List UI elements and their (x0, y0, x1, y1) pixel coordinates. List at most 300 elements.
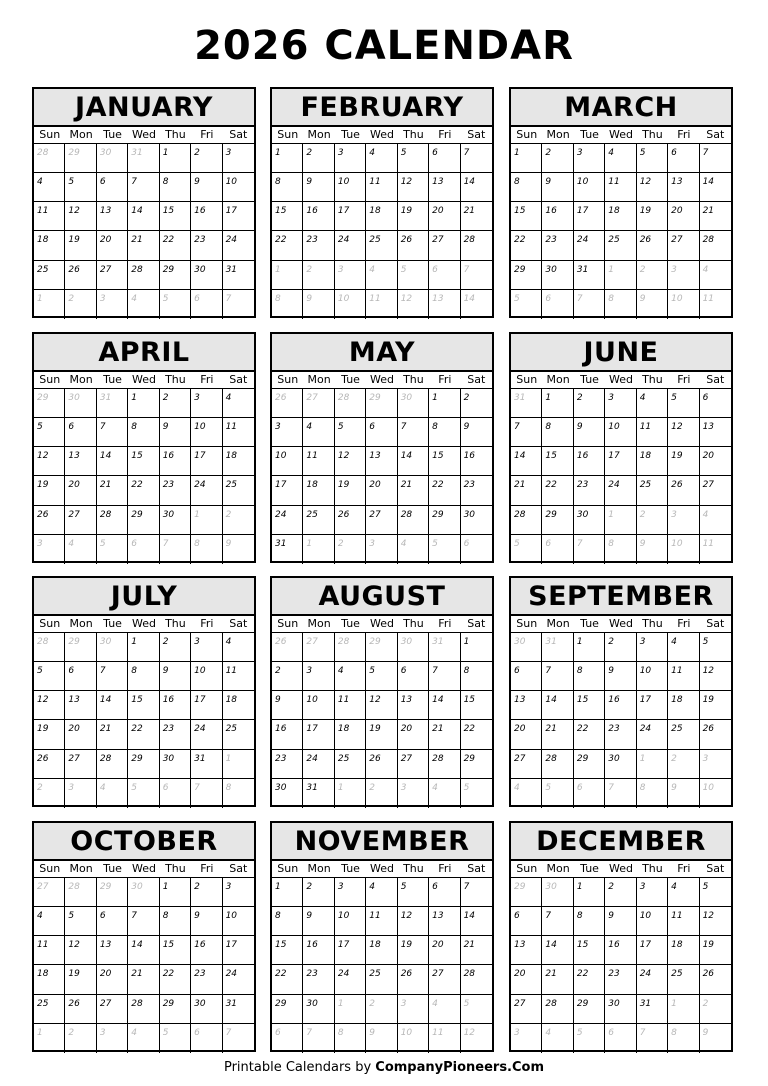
adjacent-day-cell: 29 (65, 633, 96, 662)
day-cell: 11 (335, 691, 366, 720)
weekday-label: Sun (277, 617, 299, 630)
day-cell: 1 (511, 144, 542, 173)
adjacent-day-cell: 4 (65, 535, 96, 564)
weekday-label: Sat (229, 617, 248, 630)
day-cell: 19 (398, 202, 429, 231)
month-october (32, 821, 256, 1052)
weekday-label: Sun (516, 617, 538, 630)
adjacent-day-cell: 8 (605, 535, 636, 564)
day-cell: 31 (637, 995, 668, 1024)
day-cell: 15 (160, 936, 191, 965)
adjacent-day-cell: 30 (128, 878, 159, 907)
day-cell: 28 (398, 506, 429, 535)
adjacent-day-cell: 7 (574, 535, 605, 564)
day-cell: 25 (223, 476, 254, 505)
day-cell: 9 (191, 907, 222, 936)
day-cell: 3 (303, 662, 334, 691)
day-grid (34, 633, 254, 808)
adjacent-day-cell: 7 (303, 1024, 334, 1053)
weekday-label: Fri (677, 373, 691, 386)
day-cell: 21 (128, 231, 159, 260)
day-cell: 13 (398, 691, 429, 720)
adjacent-day-cell: 9 (702, 1027, 709, 1038)
day-cell: 7 (461, 144, 492, 173)
day-cell: 10 (335, 907, 366, 936)
day-cell: 24 (335, 231, 366, 260)
adjacent-day-cell: 5 (461, 995, 492, 1024)
day-cell: 11 (303, 447, 334, 476)
month-title: MARCH (511, 89, 731, 127)
adjacent-day-cell: 28 (335, 389, 366, 418)
weekday-header (511, 127, 731, 144)
day-cell: 9 (605, 907, 636, 936)
weekday-header (511, 616, 731, 633)
day-cell: 8 (574, 662, 605, 691)
day-cell: 25 (637, 476, 668, 505)
day-cell: 23 (605, 720, 636, 749)
day-cell: 22 (128, 720, 159, 749)
day-cell: 8 (160, 173, 191, 202)
adjacent-day-cell: 9 (366, 1024, 397, 1053)
day-cell: 11 (223, 662, 254, 691)
day-cell: 24 (223, 965, 254, 994)
day-cell: 25 (335, 750, 366, 779)
adjacent-day-cell: 9 (668, 779, 699, 808)
day-cell: 24 (272, 506, 303, 535)
day-cell: 16 (191, 202, 222, 231)
day-cell: 14 (128, 202, 159, 231)
day-cell: 22 (160, 231, 191, 260)
adjacent-day-cell: 30 (97, 633, 128, 662)
day-cell: 9 (574, 418, 605, 447)
day-cell: 13 (429, 907, 460, 936)
day-cell: 7 (511, 418, 542, 447)
day-cell: 6 (511, 907, 542, 936)
day-grid (511, 633, 731, 808)
adjacent-day-cell: 8 (225, 782, 232, 793)
adjacent-day-cell: 6 (429, 261, 460, 290)
day-cell: 1 (542, 389, 573, 418)
adjacent-day-cell: 1 (272, 261, 303, 290)
weekday-label: Tue (341, 617, 360, 630)
adjacent-day-cell: 8 (272, 290, 303, 319)
day-cell: 30 (191, 261, 222, 290)
day-cell: 12 (700, 907, 731, 936)
adjacent-day-cell: 5 (160, 290, 191, 319)
weekday-label: Fri (200, 617, 214, 630)
day-cell: 25 (668, 965, 699, 994)
weekday-label: Thu (403, 617, 424, 630)
day-cell: 17 (335, 936, 366, 965)
day-cell: 30 (160, 506, 191, 535)
day-cell: 30 (160, 750, 191, 779)
weekday-label: Tue (341, 862, 360, 875)
day-cell: 20 (429, 202, 460, 231)
day-cell: 14 (97, 447, 128, 476)
adjacent-day-cell: 3 (366, 535, 397, 564)
day-cell: 31 (223, 261, 254, 290)
adjacent-day-cell: 31 (429, 633, 460, 662)
day-cell: 1 (128, 633, 159, 662)
adjacent-day-cell: 9 (637, 535, 668, 564)
day-cell: 28 (700, 231, 731, 260)
day-cell: 16 (191, 936, 222, 965)
day-cell: 4 (303, 418, 334, 447)
day-cell: 13 (97, 202, 128, 231)
day-cell: 11 (34, 936, 65, 965)
weekday-header (272, 372, 492, 389)
day-grid (511, 144, 731, 319)
day-cell: 31 (272, 535, 303, 564)
weekday-label: Thu (165, 862, 186, 875)
day-cell: 15 (429, 447, 460, 476)
day-cell: 19 (637, 202, 668, 231)
weekday-label: Mon (546, 617, 570, 630)
adjacent-day-cell: 7 (225, 1027, 232, 1038)
day-cell: 21 (128, 965, 159, 994)
day-cell: 16 (160, 447, 191, 476)
day-cell: 1 (272, 878, 303, 907)
day-cell: 28 (97, 506, 128, 535)
day-cell: 2 (160, 389, 191, 418)
day-cell: 11 (668, 907, 699, 936)
adjacent-day-cell: 10 (335, 290, 366, 319)
day-cell: 26 (34, 750, 65, 779)
day-cell: 9 (191, 173, 222, 202)
month-august (270, 576, 494, 807)
day-cell: 5 (366, 662, 397, 691)
adjacent-day-cell: 27 (34, 878, 65, 907)
day-cell: 30 (303, 995, 334, 1024)
month-may (270, 332, 494, 563)
weekday-label: Mon (307, 373, 331, 386)
day-cell: 8 (429, 418, 460, 447)
day-cell: 7 (429, 662, 460, 691)
day-cell: 23 (191, 965, 222, 994)
weekday-label: Sat (706, 862, 725, 875)
adjacent-day-cell: 6 (160, 779, 191, 808)
day-cell: 14 (542, 936, 573, 965)
weekday-label: Wed (132, 862, 156, 875)
day-cell: 26 (637, 231, 668, 260)
month-title: JUNE (511, 334, 731, 372)
day-cell: 3 (574, 144, 605, 173)
weekday-label: Sat (467, 373, 486, 386)
weekday-label: Thu (165, 373, 186, 386)
day-cell: 15 (272, 936, 303, 965)
day-cell: 17 (637, 936, 668, 965)
day-cell: 29 (160, 995, 191, 1024)
day-cell: 19 (668, 447, 699, 476)
weekday-label: Fri (677, 862, 691, 875)
day-cell: 27 (366, 506, 397, 535)
adjacent-day-cell: 31 (511, 389, 542, 418)
day-cell: 11 (223, 418, 254, 447)
day-cell: 23 (574, 476, 605, 505)
adjacent-day-cell: 3 (34, 535, 65, 564)
day-cell: 28 (97, 750, 128, 779)
day-cell: 1 (128, 389, 159, 418)
day-cell: 2 (542, 144, 573, 173)
day-cell: 21 (461, 936, 492, 965)
adjacent-day-cell: 14 (463, 293, 476, 304)
adjacent-day-cell: 11 (366, 290, 397, 319)
adjacent-day-cell: 2 (668, 750, 699, 779)
footer-brand-link[interactable]: CompanyPioneers.Com (375, 1060, 545, 1075)
adjacent-day-cell: 26 (272, 389, 303, 418)
day-cell: 20 (668, 202, 699, 231)
weekday-header (511, 861, 731, 878)
day-cell: 24 (303, 750, 334, 779)
weekday-label: Sat (706, 617, 725, 630)
weekday-label: Mon (546, 862, 570, 875)
adjacent-day-cell: 10 (702, 782, 715, 793)
adjacent-day-cell: 29 (65, 144, 96, 173)
month-title: MAY (272, 334, 492, 372)
day-cell: 11 (668, 662, 699, 691)
weekday-label: Sat (229, 373, 248, 386)
day-cell: 9 (160, 418, 191, 447)
adjacent-day-cell: 29 (366, 389, 397, 418)
day-cell: 2 (605, 633, 636, 662)
footer-credit (0, 1059, 768, 1077)
weekday-label: Thu (165, 617, 186, 630)
adjacent-day-cell: 10 (668, 290, 699, 319)
weekday-header (272, 861, 492, 878)
day-cell: 12 (366, 691, 397, 720)
adjacent-day-cell: 3 (668, 261, 699, 290)
day-cell: 26 (335, 506, 366, 535)
month-june (509, 332, 733, 563)
adjacent-day-cell: 3 (700, 750, 731, 779)
day-cell: 22 (574, 965, 605, 994)
day-cell: 27 (97, 261, 128, 290)
adjacent-day-cell: 2 (366, 995, 397, 1024)
day-cell: 12 (668, 418, 699, 447)
day-cell: 15 (574, 936, 605, 965)
adjacent-day-cell: 6 (605, 1024, 636, 1053)
day-cell: 20 (511, 965, 542, 994)
weekday-label: Mon (546, 373, 570, 386)
day-cell: 7 (97, 662, 128, 691)
day-cell: 9 (160, 662, 191, 691)
weekday-label: Mon (69, 373, 93, 386)
adjacent-day-cell: 3 (335, 261, 366, 290)
day-cell: 19 (366, 720, 397, 749)
day-cell: 20 (97, 231, 128, 260)
adjacent-day-cell: 1 (605, 506, 636, 535)
adjacent-day-cell: 7 (191, 779, 222, 808)
weekday-label: Tue (580, 617, 599, 630)
adjacent-day-cell: 26 (272, 633, 303, 662)
day-grid (511, 878, 731, 1053)
day-cell: 12 (65, 202, 96, 231)
weekday-label: Sat (706, 373, 725, 386)
day-cell: 28 (429, 750, 460, 779)
day-cell: 21 (542, 720, 573, 749)
adjacent-day-cell: 7 (160, 535, 191, 564)
day-cell: 17 (191, 691, 222, 720)
day-cell: 14 (511, 447, 542, 476)
day-cell: 14 (97, 691, 128, 720)
weekday-label: Fri (438, 128, 452, 141)
day-cell: 3 (191, 633, 222, 662)
day-cell: 18 (366, 936, 397, 965)
day-cell: 9 (303, 173, 334, 202)
adjacent-day-cell: 5 (542, 779, 573, 808)
day-cell: 5 (398, 878, 429, 907)
adjacent-day-cell: 3 (668, 506, 699, 535)
day-cell: 20 (429, 936, 460, 965)
day-cell: 30 (461, 506, 492, 535)
day-cell: 13 (65, 447, 96, 476)
day-cell: 14 (542, 691, 573, 720)
weekday-label: Sun (39, 862, 61, 875)
adjacent-day-cell: 7 (461, 261, 492, 290)
day-cell: 17 (223, 202, 254, 231)
day-cell: 19 (65, 965, 96, 994)
day-cell: 15 (461, 691, 492, 720)
day-cell: 25 (366, 231, 397, 260)
adjacent-day-cell: 13 (429, 290, 460, 319)
day-cell: 6 (398, 662, 429, 691)
weekday-label: Tue (103, 373, 122, 386)
weekday-label: Wed (370, 617, 394, 630)
day-cell: 24 (191, 720, 222, 749)
day-cell: 16 (605, 936, 636, 965)
day-cell: 6 (429, 144, 460, 173)
day-cell: 4 (668, 878, 699, 907)
day-cell: 8 (272, 907, 303, 936)
weekday-label: Fri (200, 373, 214, 386)
day-cell: 25 (668, 720, 699, 749)
day-cell: 10 (191, 418, 222, 447)
adjacent-day-cell: 7 (225, 293, 232, 304)
day-cell: 24 (637, 720, 668, 749)
day-cell: 18 (34, 965, 65, 994)
day-cell: 7 (461, 878, 492, 907)
adjacent-day-cell: 4 (542, 1024, 573, 1053)
day-cell: 13 (700, 418, 731, 447)
adjacent-day-cell: 28 (65, 878, 96, 907)
day-cell: 1 (272, 144, 303, 173)
adjacent-day-cell: 4 (366, 261, 397, 290)
day-cell: 3 (335, 144, 366, 173)
day-cell: 7 (128, 173, 159, 202)
month-july (32, 576, 256, 807)
day-cell: 2 (191, 878, 222, 907)
adjacent-day-cell: 1 (303, 535, 334, 564)
day-cell: 2 (272, 662, 303, 691)
adjacent-day-cell: 4 (97, 779, 128, 808)
day-cell: 4 (637, 389, 668, 418)
day-cell: 8 (160, 907, 191, 936)
day-cell: 20 (65, 476, 96, 505)
day-cell: 9 (542, 173, 573, 202)
day-cell: 4 (34, 173, 65, 202)
adjacent-day-cell: 6 (574, 779, 605, 808)
day-cell: 15 (272, 202, 303, 231)
month-title: AUGUST (272, 578, 492, 616)
adjacent-day-cell: 29 (97, 878, 128, 907)
day-cell: 27 (97, 995, 128, 1024)
day-cell: 2 (574, 389, 605, 418)
day-cell: 7 (542, 907, 573, 936)
adjacent-day-cell: 3 (511, 1024, 542, 1053)
adjacent-day-cell: 4 (128, 290, 159, 319)
day-cell: 5 (637, 144, 668, 173)
month-april (32, 332, 256, 563)
day-cell: 12 (398, 173, 429, 202)
day-cell: 12 (398, 907, 429, 936)
day-cell: 17 (574, 202, 605, 231)
day-cell: 19 (398, 936, 429, 965)
weekday-label: Sun (277, 373, 299, 386)
adjacent-day-cell: 5 (128, 779, 159, 808)
day-cell: 10 (335, 173, 366, 202)
day-cell: 11 (605, 173, 636, 202)
day-cell: 10 (605, 418, 636, 447)
adjacent-day-cell: 2 (637, 506, 668, 535)
day-cell: 16 (461, 447, 492, 476)
day-cell: 10 (637, 907, 668, 936)
day-cell: 6 (97, 907, 128, 936)
day-cell: 15 (574, 691, 605, 720)
day-cell: 27 (65, 750, 96, 779)
adjacent-day-cell: 6 (542, 290, 573, 319)
month-march (509, 87, 733, 318)
day-cell: 29 (542, 506, 573, 535)
weekday-header (511, 372, 731, 389)
day-cell: 19 (700, 936, 731, 965)
day-grid (272, 878, 492, 1053)
weekday-label: Mon (69, 128, 93, 141)
day-cell: 11 (637, 418, 668, 447)
day-cell: 12 (34, 447, 65, 476)
day-cell: 2 (461, 389, 492, 418)
day-cell: 3 (637, 878, 668, 907)
weekday-label: Thu (642, 128, 663, 141)
day-cell: 17 (191, 447, 222, 476)
day-cell: 2 (191, 144, 222, 173)
day-cell: 5 (34, 662, 65, 691)
day-cell: 10 (191, 662, 222, 691)
day-cell: 26 (398, 965, 429, 994)
weekday-label: Tue (103, 617, 122, 630)
day-grid (272, 633, 492, 808)
weekday-label: Thu (642, 373, 663, 386)
adjacent-day-cell: 1 (223, 750, 254, 779)
adjacent-day-cell: 12 (463, 1027, 476, 1038)
day-cell: 23 (160, 476, 191, 505)
day-cell: 19 (34, 720, 65, 749)
day-cell: 28 (461, 965, 492, 994)
day-cell: 1 (574, 633, 605, 662)
day-cell: 23 (461, 476, 492, 505)
weekday-label: Fri (677, 617, 691, 630)
day-cell: 31 (191, 750, 222, 779)
adjacent-day-cell: 3 (65, 779, 96, 808)
adjacent-day-cell: 6 (463, 538, 470, 549)
adjacent-day-cell: 2 (335, 535, 366, 564)
weekday-label: Sat (467, 128, 486, 141)
day-cell: 14 (429, 691, 460, 720)
day-cell: 27 (398, 750, 429, 779)
weekday-label: Sat (467, 617, 486, 630)
day-cell: 20 (398, 720, 429, 749)
day-cell: 26 (34, 506, 65, 535)
adjacent-day-cell: 28 (34, 144, 65, 173)
